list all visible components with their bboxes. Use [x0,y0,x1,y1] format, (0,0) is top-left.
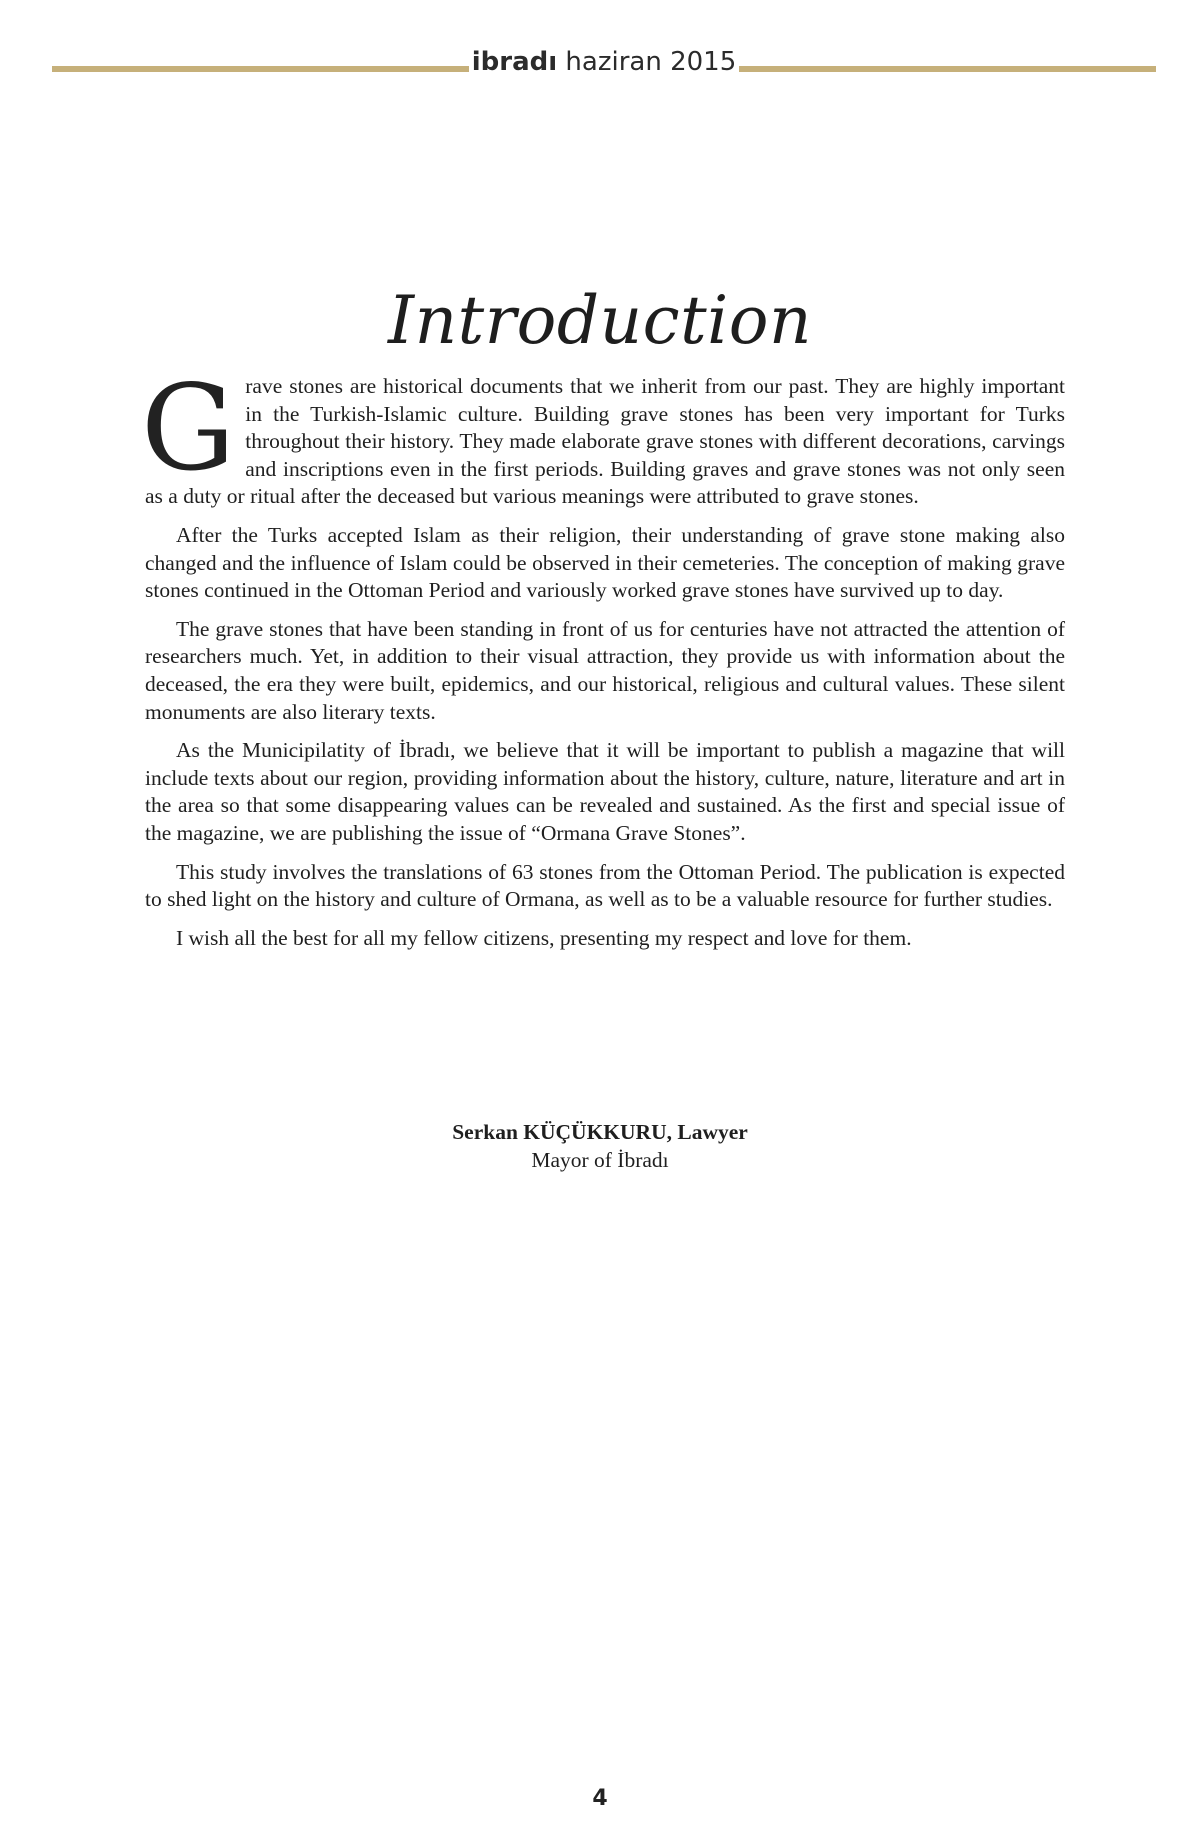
paragraph-text: rave stones are historical documents that we inherit from our past. They are highly important in the Turkish-Islamic culture. Building grave stones has been very important for Turks throughout their history. They made elaborate grave stones with different decorations, carvings and inscriptions even in the first periods. Building graves and grave stones was not only seen as a duty or ritual after the deceased but various meanings were attributed to grave stones. [145,374,1065,509]
signature-block [0,1118,1200,1174]
header-text [469,42,739,82]
header-rule-left [52,66,469,72]
paragraph-2: After the Turks accepted Islam as their religion, their understanding of grave stone making also changed and the influence of Islam could be observed in their cemeteries. The conception of making grave stones continued in the Ottoman Period and variously worked grave stones have survived up to day. [145,522,1065,603]
signatory-name: Serkan KÜÇÜKKURU, Lawyer [452,1120,748,1144]
magazine-brand: ibradı [471,47,558,77]
running-header [52,42,1156,82]
article-body [141,359,1065,963]
signatory-role: Mayor of İbradı [531,1148,669,1172]
issue-date: haziran 2015 [565,47,737,77]
paragraph-4: As the Municipilatity of İbradı, we believe that it will be important to publish a magazine that will include texts about our region, providing information about the history, culture, nature, literature and art in the area so that some disappearing values can be revealed and sustained. As the first and special issue of the magazine, we are publishing the issue of “Ormana Grave Stones”. [145,738,1065,845]
drop-cap: G [141,359,236,497]
page-number: 4 [592,1786,608,1811]
paragraph-1 [141,359,1065,511]
paragraph-3: The grave stones that have been standing in front of us for centuries have not attracted the attention of researchers much. Yet, in addition to their visual attraction, they provide us with information about the deceased, the era they were built, epidemics, and our historical, religious and cultural values. These silent monuments are also literary texts. [145,616,1065,724]
header-rule-right [739,66,1156,72]
paragraph-6: I wish all the best for all my fellow citizens, presenting my respect and love for them. [176,925,912,950]
paragraph-5: This study involves the translations of 63 stones from the Ottoman Period. The publication is expected to shed light on the history and culture of Ormana, as well as to be a valuable resource for further studies. [145,859,1065,912]
page-title: Introduction [388,282,812,359]
